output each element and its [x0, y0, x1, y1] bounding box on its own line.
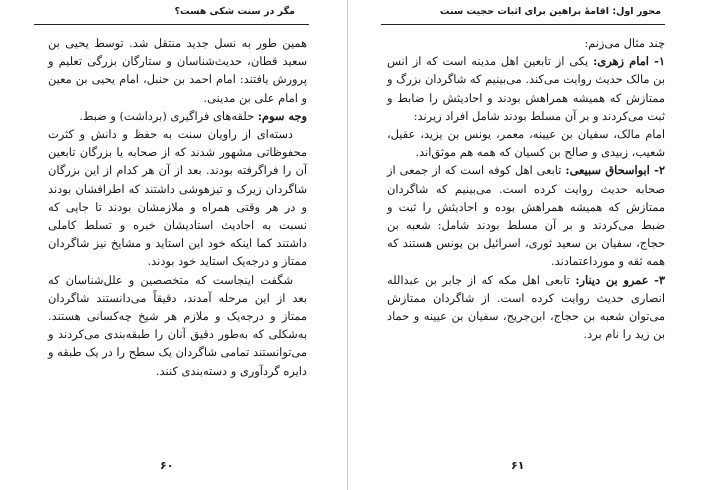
paragraph — [387, 161, 665, 270]
paragraph — [48, 34, 307, 107]
paragraph-text: همین طور به نسل جدید منتقل شد. توسط یحیی بن سعید قطان، حدیث‌شناسان و ستارگان بزرگی تعلیم و پرورش یافتند: امام احمد بن حنبل، امام یحیی بن معین و امام علی بن مدینی. — [48, 36, 307, 105]
example-heading: ۲- ابواسحاق سبیعی: — [565, 163, 665, 178]
example-heading: ۳- عمرو بن دینار: — [575, 272, 665, 287]
running-header: مگر در سنت شکی هست؟ — [174, 6, 295, 17]
paragraph-text: تابعی اهل مکه که از جابر بن عبدالله انصاری حدیث روایت کرده است. از شاگردان ممتازش می‌توان شعبه بن حجاج، ابن‌جریج، سفیان بن عیینه و حماد بن زید را نام برد. — [387, 272, 665, 342]
page-number: ۶۱ — [511, 459, 525, 472]
right-page — [349, 0, 701, 490]
header-rule — [381, 24, 665, 25]
page-body — [387, 34, 665, 343]
paragraph-text: تابعی اهل کوفه است که از جمعی از صحابه حدیث روایت کرده است. می‌بینیم که شاگردان ممتازش که همیشه همراهش بوده و احادیثش را ثبت و ضبط می‌کردند و بر آن مسلط بودند شامل: شعبه بن حجاج، سفیان بن سعید ثوری، اسرائیل بن یونس هستند که همه ثقه و مورداعتمادند. — [387, 163, 665, 269]
paragraph — [387, 125, 665, 161]
paragraph-text: حلقه‌های فراگیری (برداشت) و ضبط. — [79, 108, 258, 123]
paragraph-text: یکی از تابعین اهل مدینه است که از انس بن مالک حدیث روایت می‌کند. می‌بینیم که شاگردان بزرگ و ممتازش که همیشه همراهش بودند و احادیثش را ضابط و ثبت می‌کردند و بر آن مسلط بودند شامل افراد زیرند: — [387, 54, 665, 123]
paragraph — [387, 271, 665, 344]
paragraph — [48, 107, 307, 125]
example-heading: ۱- امام زهری: — [593, 54, 665, 69]
left-page — [0, 0, 348, 490]
page-number: ۶۰ — [160, 459, 174, 472]
page-body — [48, 34, 307, 380]
paragraph-text: چند مثال می‌زنم: — [584, 36, 665, 50]
paragraph — [387, 52, 665, 125]
paragraph — [48, 125, 307, 271]
section-heading: وجه سوم: — [257, 108, 307, 123]
paragraph-text: امام مالک، سفیان بن عیینه، معمر، یونس بن یزید، عقیل، شعیب، زبیدی و صالح بن کسیان که همه هم موثق‌اند. — [387, 127, 665, 160]
paragraph — [387, 34, 665, 52]
paragraph — [48, 271, 307, 380]
running-header: محور اول: اقامهٔ براهین برای اثبات حجیت سنت — [439, 6, 661, 17]
header-rule — [34, 24, 309, 25]
paragraph-text: دسته‌ای از راویان سنت به حفظ و دانش و کثرت محفوظاتی مشهور شدند که از صحابه یا بزرگان تابعین آن را فراگرفته بودند. بعد از آن هر کدام از این بزرگان شاگردان زیرک و تیزهوشی داشتند که اطرافشان بودند و در هر وقتی همراه و ملازمشان بودند تا جایی که نسبت به احادیث استادیشان خبره و تسلط کاملی داشتند کما اینکه خود این استاید و مشایخ نیز شاگردان ممتاز و درجه‌یک استاید خود بودند. — [48, 127, 307, 269]
paragraph-text: شگفت اینجاست که متخصصین و علل‌شناسان که بعد از این مرحله آمدند، دقیقاً می‌دانستند شاگردان ممتاز و درجه‌یک و ملازم هر شیخ چه‌کسانی هستند. به‌شکلی که به‌طور دقیق آنان را طبقه‌بندی می‌کردند و می‌توانستند تمامی شاگردان یک سطح را در یک طبقه و دایره گردآوری و دسته‌بندی کنند. — [48, 272, 307, 378]
